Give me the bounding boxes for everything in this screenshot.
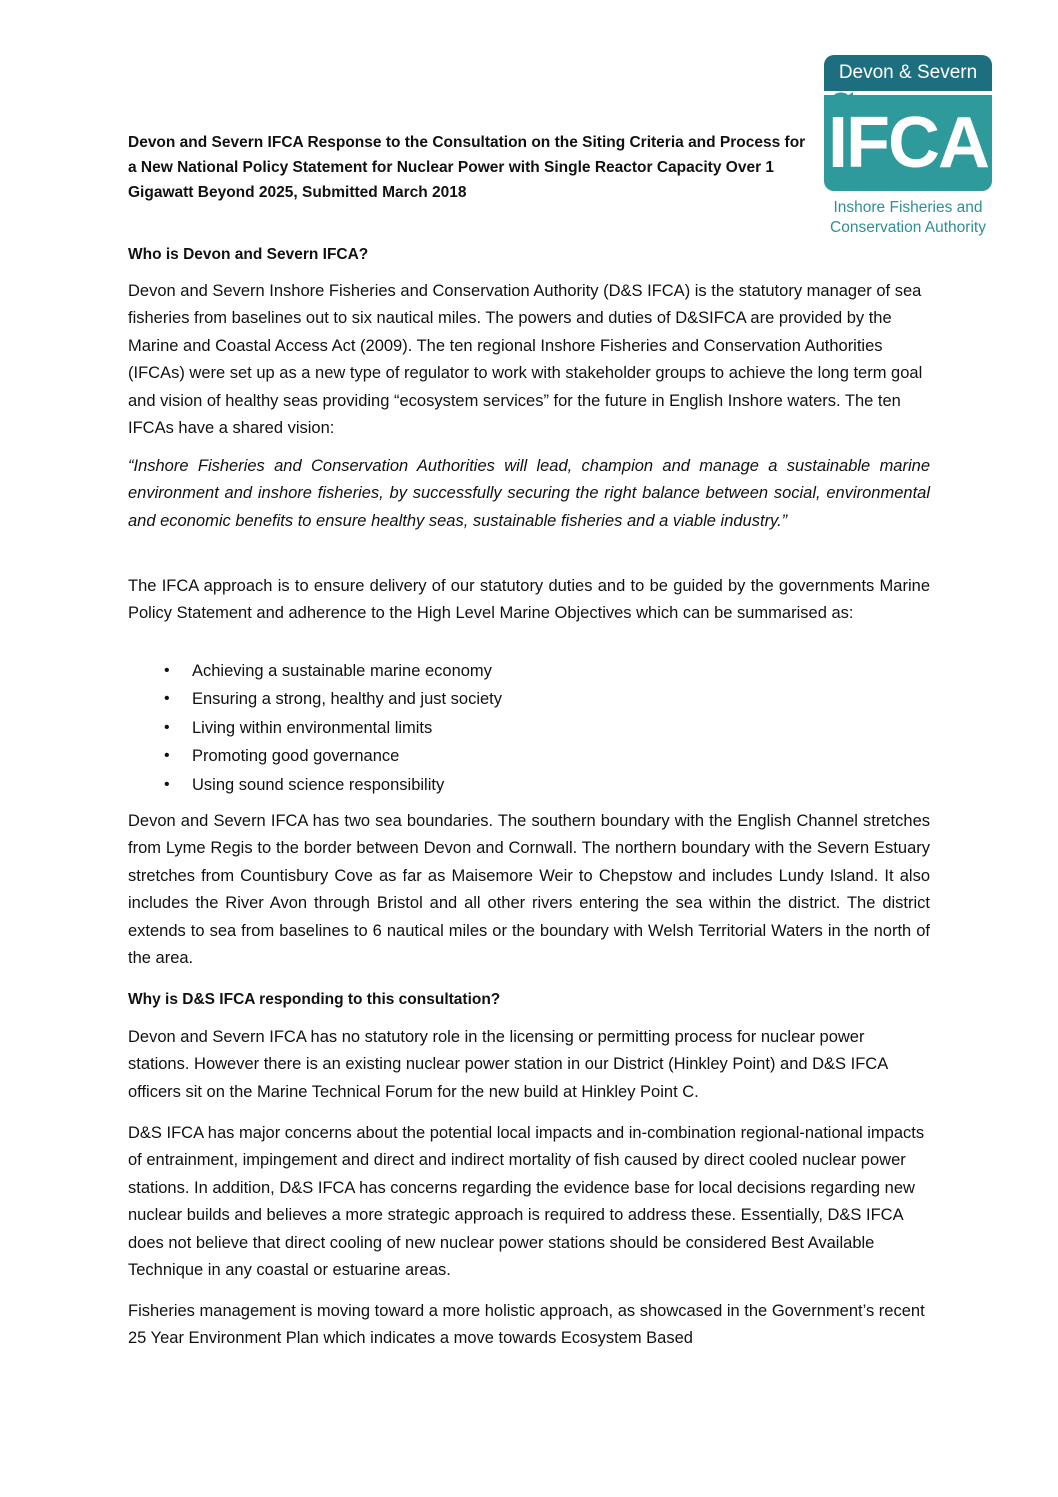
paragraph-role: Devon and Severn IFCA has no statutory role in the licensing or permitting process for nuclear power stations. However there is an existing nuclear power station in our District (Hinkley Point) and D&S IFCA officers sit on the Marine Technical Forum for the new build at Hinkley Point C. <box>128 1028 888 1101</box>
list-item: • Living within environmental limits <box>128 714 828 742</box>
list-item: • Promoting good governance <box>128 742 828 770</box>
list-item: • Achieving a sustainable marine economy <box>128 657 828 685</box>
logo-top-banner: Devon & Severn <box>824 55 992 91</box>
list-item: • Using sound science responsibility <box>128 771 828 799</box>
logo-subtitle-line1: Inshore Fisheries and <box>833 199 983 216</box>
paragraph-approach: The IFCA approach is to ensure delivery of our statutory duties and to be guided by the governments Marine Policy Statement and adherence to the High Level Marine Objectives which can be summarised as: <box>128 577 930 623</box>
paragraph-fisheries: Fisheries management is moving toward a more holistic approach, as showcased in the Government’s recent 25 Year Environment Plan which indicates a move towards Ecosystem Based <box>128 1302 925 1348</box>
logo-subtitle <box>824 198 992 238</box>
paragraph-boundaries: Devon and Severn IFCA has two sea boundaries. The southern boundary with the English Channel stretches from Lyme Regis to the border between Devon and Cornwall. The northern boundary with the Severn Estuary stretches from Countisbury Cove as far as Maisemore Weir to Chepstow and includes Lundy Island. It also includes the River Avon through Bristol and all other rivers entering the sea within the district. The district extends to sea from baselines to 6 nautical miles or the boundary with Welsh Territorial Waters in the north of the area. <box>128 812 930 968</box>
logo-subtitle-line2: Conservation Authority <box>830 219 986 236</box>
paragraph-concerns: D&S IFCA has major concerns about the potential local impacts and in-combination regional-national impacts of entrainment, impingement and direct and indirect mortality of fish caused by direct cooled nuclear power stations. In addition, D&S IFCA has concerns regarding the evidence base for local decisions regarding new nuclear builds and believes a more strategic approach is required to address these. Essentially, D&S IFCA does not believe that direct cooling of new nuclear power stations should be considered Best Available Technique in any coastal or estuarine areas. <box>128 1124 925 1280</box>
section-heading-who: Who is Devon and Severn IFCA? <box>128 246 369 263</box>
document-title: Devon and Severn IFCA Response to the Consultation on the Siting Criteria and Process for a New National Policy Statement for Nuclear Power with Single Reactor Capacity Over 1 Gigawatt Beyond 2025, Submitted March 2018 <box>128 134 806 201</box>
ifca-logo <box>824 55 996 240</box>
vision-quote: “Inshore Fisheries and Conservation Authorities will lead, champion and manage a sustainable marine environment and inshore fisheries, by successfully securing the right balance between social, environmental and economic benefits to ensure healthy seas, sustainable fisheries and a viable industry.” <box>128 457 930 530</box>
section-heading-why: Why is D&S IFCA responding to this consultation? <box>128 991 501 1008</box>
logo-main-mark: IFCA <box>824 95 992 191</box>
objectives-list <box>128 657 828 799</box>
paragraph-intro: Devon and Severn Inshore Fisheries and Conservation Authority (D&S IFCA) is the statutory manager of sea fisheries from baselines out to six nautical miles. The powers and duties of D&SIFCA are provided by the Marine and Coastal Access Act (2009). The ten regional Inshore Fisheries and Conservation Authorities (IFCAs) were set up as a new type of regulator to work with stakeholder groups to achieve the long term goal and vision of healthy seas providing “ecosystem services” for the future in English Inshore waters. The ten IFCAs have a shared vision: <box>128 282 923 438</box>
list-item: • Ensuring a strong, healthy and just society <box>128 685 828 713</box>
